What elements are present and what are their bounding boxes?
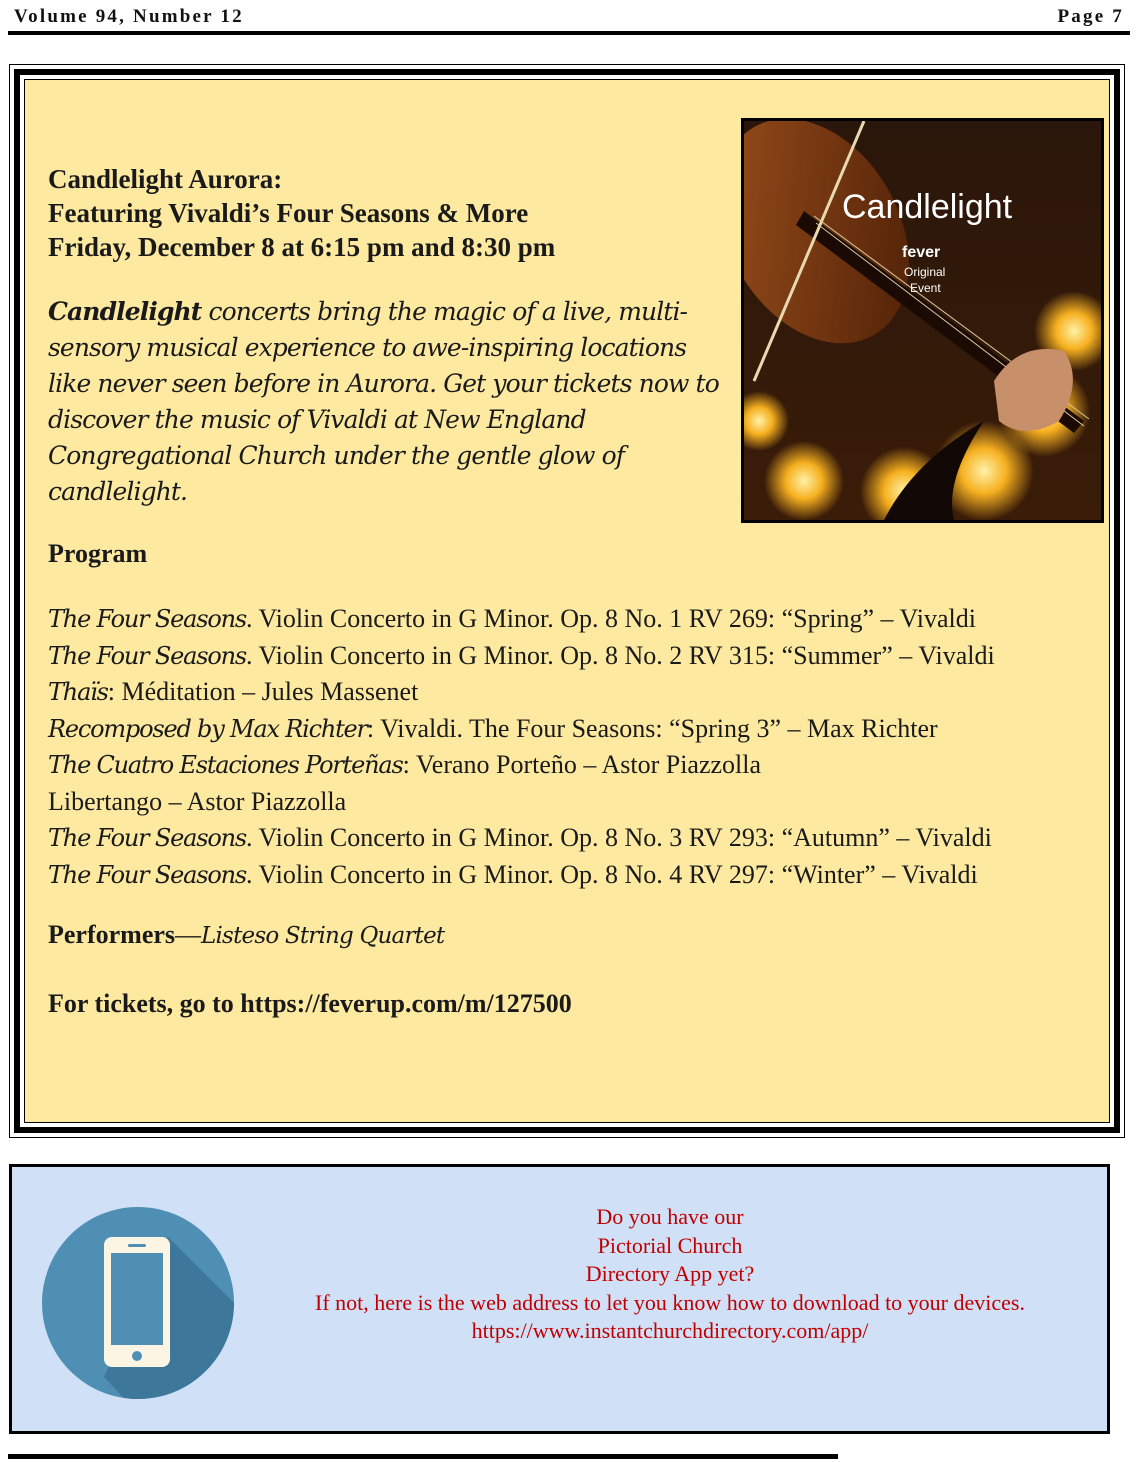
performers-name: Listeso String Quartet [201,923,445,949]
event-title [48,162,555,264]
program-detail: . Violin Concerto in G Minor. Op. 8 No. 4 RV 297: “Winter” – Vivaldi [245,859,978,889]
performers-line [48,920,444,950]
fever-subtitle-line1: Original [904,265,946,279]
program-heading: Program [48,539,148,568]
program-work: The Cuatro Estaciones Porteñas [48,751,403,779]
performers-dash: — [175,920,202,949]
performers-label: Performers [48,920,176,949]
program-detail: : Méditation – Jules Massenet [107,677,419,706]
intro-brand: Candlelight [48,297,202,326]
app-promo-box [9,1164,1110,1434]
event-title-line1: Candlelight Aurora: [48,164,283,194]
program-list [48,601,995,893]
program-work: The Four Seasons [48,641,246,670]
program-item [48,711,995,748]
program-work: The Four Seasons [48,605,246,633]
program-item [48,601,995,638]
smartphone-icon [42,1207,234,1399]
event-intro [48,294,728,510]
program-item [48,674,995,711]
footer-rule [8,1454,838,1459]
event-date-line: Friday, December 8 at 6:15 pm and 8:30 pm [48,232,556,262]
program-item [48,638,995,675]
program-item [48,857,995,894]
program-work: Thaïs [48,678,108,706]
page-number: Page 7 [1057,6,1124,27]
photo-brand-word: Candlelight [842,188,1013,226]
program-detail: Libertango – Astor Piazzolla [48,786,347,816]
volume-label: Volume 94, Number 12 [14,6,244,27]
app-promo-line3: Directory App yet? [585,1261,755,1286]
tickets-line: For tickets, go to https://feverup.com/m/127500 [48,989,572,1018]
app-promo-line2: Pictorial Church [597,1232,743,1258]
event-box-panel [24,79,1110,1123]
program-detail: . Violin Concerto in G Minor. Op. 8 No. 3 RV 293: “Autumn” – Vivaldi [245,823,992,852]
program-detail: : Vivaldi. The Four Seasons: “Spring 3” – Max Richter [366,713,938,743]
program-item [48,820,995,857]
intro-text: concerts bring the magic of a live, multi-sensory musical experience to awe-inspiring locations like never seen before in Aurora. Get your tickets now to discover the music of Vivaldi at New England Congregational Church under the gentle glow of candlelight. [48,297,719,506]
event-box [9,64,1125,1138]
program-item [48,747,995,784]
event-title-line2: Featuring Vivaldi’s Four Seasons & More [48,198,529,228]
fever-subtitle [904,264,945,296]
fever-logo: fever [902,244,941,261]
program-detail: . Violin Concerto in G Minor. Op. 8 No. 2 RV 315: “Summer” – Vivaldi [245,640,995,670]
fever-subtitle-line2: Event [910,281,941,295]
program-detail: : Verano Porteño – Astor Piazzolla [402,750,762,779]
app-promo-line4: If not, here is the web address to let you know how to download to your devices. [315,1289,1025,1315]
app-promo-line1: Do you have our [596,1204,744,1229]
program-work: The Four Seasons [48,860,246,889]
candle-glow [764,441,844,520]
program-work: The Four Seasons [48,824,246,852]
program-detail: . Violin Concerto in G Minor. Op. 8 No. 1 RV 269: “Spring” – Vivaldi [245,604,976,633]
violin-illustration [744,121,1101,520]
program-item [48,784,995,821]
app-promo-text [260,1203,1080,1346]
event-box-border [14,69,1120,1133]
program-work: Recomposed by Max Richter [48,714,367,743]
candlelight-photo [741,118,1104,523]
app-download-link[interactable]: https://www.instantchurchdirectory.com/app/ [471,1318,869,1343]
header-rule [8,31,1130,35]
